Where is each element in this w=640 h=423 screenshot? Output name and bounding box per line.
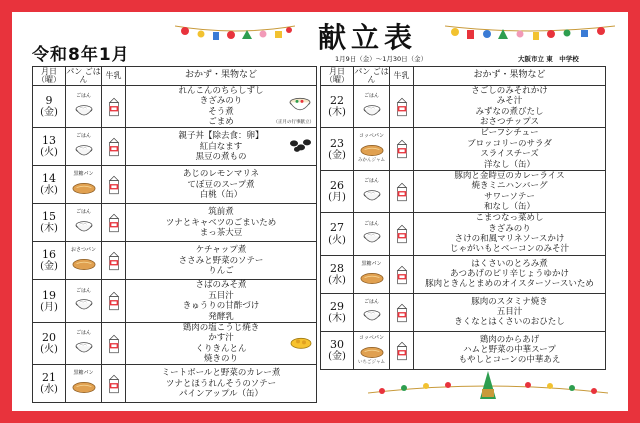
milk-carton-icon <box>107 97 121 117</box>
milk-cell <box>102 322 126 364</box>
table-row <box>321 331 606 369</box>
table-header-row <box>321 67 606 86</box>
dish-item: 豚肉と金時豆のカレーライス <box>454 170 565 181</box>
date-cell <box>33 86 66 128</box>
staple-cell <box>354 170 390 212</box>
dish-item: 豚肉ときんとまめのオイスターソースいため <box>425 279 594 290</box>
milk-carton-icon <box>395 97 409 117</box>
weekday: (金) <box>40 107 58 119</box>
dishes-cell <box>126 128 317 166</box>
dish-item: 豚肉のスタミナ焼き <box>471 296 548 307</box>
weekday: (水) <box>40 185 58 197</box>
dish-item: おさつチップス <box>480 117 539 128</box>
date-cell <box>33 322 66 364</box>
weekday: (金) <box>40 261 58 273</box>
bread-icon <box>72 258 96 271</box>
weekday: (火) <box>328 234 346 246</box>
date-number: 23 <box>330 136 344 150</box>
date-number: 19 <box>42 288 56 302</box>
dish-item: ビーフシチュー <box>480 128 539 139</box>
weekday: (木) <box>328 107 346 119</box>
milk-carton-icon <box>107 291 121 311</box>
bread-icon <box>72 381 96 394</box>
milk-cell <box>390 293 414 331</box>
school-name: 大阪市立 東 中学校 <box>518 55 579 63</box>
dish-item: さけの和風マリネソースかけ <box>454 234 565 245</box>
table-row <box>33 128 317 166</box>
staple-cell <box>66 204 102 242</box>
table-row <box>33 322 317 364</box>
table-row <box>321 128 606 170</box>
milk-carton-icon <box>107 175 121 195</box>
date-number: 13 <box>42 134 56 148</box>
dish-item: まっ茶大豆 <box>199 228 243 239</box>
menu-table-left <box>32 66 317 403</box>
dish-item: 焼きミニハンバーグ <box>471 181 548 192</box>
dishes-cell <box>414 255 606 293</box>
weekday: (火) <box>40 344 58 356</box>
table-row <box>33 280 317 322</box>
milk-cell <box>390 331 414 369</box>
staple-label: ごはん <box>363 220 379 227</box>
staple-label: おさつパン <box>70 247 96 254</box>
date-cell <box>33 242 66 280</box>
dish-item: 五目汁 <box>208 290 234 301</box>
staple-cell <box>354 255 390 293</box>
dish-item: 紅白なます <box>199 141 243 152</box>
dishes-cell <box>126 242 317 280</box>
staple-cell <box>354 213 390 255</box>
date-cell <box>321 86 354 128</box>
staple-label: ごはん <box>363 178 379 185</box>
dish-item: さごしのみそれかけ <box>471 86 548 96</box>
dish-item: あつあげのピリ辛じょうゆかけ <box>449 269 569 280</box>
col-header-staple: パン ごはん <box>354 66 389 84</box>
dishes-cell <box>126 86 317 128</box>
dish-item: 五目汁 <box>496 307 523 318</box>
jam-label: みかんジャム <box>358 158 385 164</box>
date-cell <box>321 213 354 255</box>
dish-item: かす汁 <box>208 333 234 344</box>
rice-bowl-icon <box>74 219 94 235</box>
bread-icon <box>360 144 384 157</box>
date-number: 27 <box>330 221 344 235</box>
table-row <box>321 170 606 212</box>
col-header-date: 月日（曜） <box>321 67 354 86</box>
date-cell <box>33 365 66 403</box>
rice-bowl-icon <box>362 308 382 324</box>
milk-cell <box>390 213 414 255</box>
col-header-date: 月日（曜） <box>33 67 66 86</box>
dish-item: 発酵乳 <box>208 311 234 322</box>
date-number: 28 <box>330 261 344 275</box>
milk-cell <box>102 204 126 242</box>
kinton-icon <box>290 335 312 349</box>
milk-carton-icon <box>395 265 409 285</box>
dish-item: こまつなっ菜めし <box>475 213 544 224</box>
date-cell <box>321 170 354 212</box>
milk-carton-icon <box>107 213 121 233</box>
dish-item: 鶏肉のからあげ <box>479 334 540 345</box>
staple-cell <box>66 166 102 204</box>
dish-item: じゃがいもとベーコンのみそ汁 <box>449 244 569 255</box>
milk-cell <box>390 128 414 170</box>
soup-bowl-icon <box>288 95 312 115</box>
milk-cell <box>390 255 414 293</box>
month-title: 令和8年1月 <box>32 45 130 65</box>
dish-item: パインアップル（缶） <box>178 388 264 399</box>
col-header-staple: パン ごはん <box>66 66 101 84</box>
rice-bowl-icon <box>74 340 94 356</box>
staple-cell <box>354 128 390 170</box>
date-number: 26 <box>330 179 344 193</box>
dishes-cell <box>414 170 606 212</box>
beans-icon <box>288 137 312 153</box>
staple-cell <box>66 128 102 166</box>
staple-label: 黒糖パン <box>73 171 94 178</box>
dish-item: ツナとキャベツのごまいため <box>165 217 277 228</box>
weekday: (水) <box>40 384 58 396</box>
dishes-cell <box>126 365 317 403</box>
dish-item: 親子丼【除去食：卵】 <box>178 131 264 142</box>
table-row <box>33 166 317 204</box>
milk-cell <box>102 166 126 204</box>
date-cell <box>33 204 66 242</box>
dish-item: てぼ豆のスープ煮 <box>187 179 255 190</box>
date-number: 16 <box>42 248 56 262</box>
dish-illustration <box>288 137 312 156</box>
staple-cell <box>354 293 390 331</box>
milk-cell <box>390 170 414 212</box>
milk-carton-icon <box>107 374 121 394</box>
staple-label: ごはん <box>363 93 379 100</box>
table-row <box>33 86 317 128</box>
table-row <box>33 204 317 242</box>
dish-item: ごまめ <box>208 117 234 128</box>
milk-carton-icon <box>107 334 121 354</box>
dishes-cell <box>414 86 606 128</box>
weekday: (木) <box>40 223 58 235</box>
rice-bowl-icon <box>362 188 382 204</box>
date-number: 9 <box>45 94 53 108</box>
table-row <box>321 86 606 128</box>
date-number: 22 <box>330 94 344 108</box>
milk-carton-icon <box>107 251 121 271</box>
staple-label: コッペパン <box>359 133 384 140</box>
staple-label: 黒糖パン <box>73 370 94 377</box>
date-cell <box>321 331 354 369</box>
dish-item: ブロッコリーのサラダ <box>467 138 552 149</box>
staple-label: ごはん <box>363 298 379 305</box>
rice-bowl-icon <box>362 103 382 119</box>
staple-cell <box>66 280 102 322</box>
dish-item: 筑前煮 <box>208 207 234 218</box>
milk-cell <box>102 128 126 166</box>
dish-item: みそ汁 <box>496 96 523 107</box>
milk-carton-icon <box>395 224 409 244</box>
milk-carton-icon <box>107 137 121 157</box>
dish-item: くりきんとん <box>195 343 247 354</box>
date-cell <box>33 128 66 166</box>
dishes-cell <box>126 166 317 204</box>
dishes-cell <box>414 128 606 170</box>
dishes-cell <box>414 213 606 255</box>
dish-illustration <box>288 95 312 118</box>
staple-cell <box>354 331 390 369</box>
event-note: （正月の行事献立） <box>273 119 314 125</box>
table-header-row <box>33 67 317 86</box>
dish-item: もやしとコーンの中華あえ <box>458 355 561 366</box>
col-header-milk: 牛乳 <box>390 67 414 86</box>
staple-label: ごはん <box>75 287 91 294</box>
dish-item: きざみのり <box>488 223 531 234</box>
staple-label: ごはん <box>75 330 91 337</box>
milk-carton-icon <box>395 182 409 202</box>
milk-cell <box>102 86 126 128</box>
bread-icon <box>360 272 384 285</box>
page-title: 献立表 <box>318 21 418 54</box>
date-cell <box>321 255 354 293</box>
weekday: (金) <box>328 350 346 362</box>
date-number: 20 <box>42 331 56 345</box>
staple-cell <box>66 242 102 280</box>
staple-label: コッペパン <box>359 334 384 341</box>
weekday: (金) <box>328 149 346 161</box>
dish-item: ミートボールと野菜のカレー煮 <box>161 368 281 379</box>
table-row <box>321 255 606 293</box>
table-row <box>33 365 317 403</box>
bread-icon <box>72 182 96 195</box>
date-number: 21 <box>42 371 56 385</box>
jam-label: いちごジャム <box>358 359 385 365</box>
dish-item: 和なし（缶） <box>483 201 535 212</box>
dish-item: ツナとほうれんそうのソテー <box>165 378 277 389</box>
date-number: 29 <box>330 299 344 313</box>
dish-item: はくさいのとろみ煮 <box>471 258 548 269</box>
dish-item: さばのみそ煮 <box>195 280 247 291</box>
weekday: (水) <box>328 274 346 286</box>
dish-item: 白桃（缶） <box>199 190 243 201</box>
dish-item: 鶏肉の塩こうじ焼き <box>182 322 260 333</box>
date-cell <box>321 293 354 331</box>
dish-item: ケチャップ煮 <box>195 245 247 256</box>
col-header-dishes: おかず・果物など <box>126 67 317 86</box>
staple-label: ごはん <box>75 133 91 140</box>
dish-item: 黒豆の煮もの <box>195 152 247 163</box>
dish-item: そう煮 <box>208 106 234 117</box>
date-cell <box>321 128 354 170</box>
weekday: (火) <box>40 147 58 159</box>
milk-cell <box>102 365 126 403</box>
ornament-icon <box>175 22 295 36</box>
dish-item: ハムと野菜の中華スープ <box>463 345 556 356</box>
dish-item: きゅうりの甘酢づけ <box>182 301 260 312</box>
dish-item: サワーソテー <box>484 191 535 202</box>
date-number: 15 <box>42 210 56 224</box>
dishes-cell <box>126 280 317 322</box>
dish-item: れんこんのちらしずし <box>178 86 264 96</box>
dish-item: ささみと野菜のソテー <box>178 255 264 266</box>
dishes-cell <box>414 331 606 369</box>
dish-item: スライスチーズ <box>480 149 539 160</box>
table-row <box>321 213 606 255</box>
rice-bowl-icon <box>362 230 382 246</box>
table-row <box>321 293 606 331</box>
table-row <box>33 242 317 280</box>
milk-carton-icon <box>395 139 409 159</box>
bread-icon <box>360 346 384 359</box>
dish-item: きざみのり <box>199 96 243 107</box>
date-number: 30 <box>330 337 344 351</box>
dish-item: あじのレモンマリネ <box>182 169 260 180</box>
staple-label: 黒糖パン <box>361 260 382 267</box>
dish-item: みずなの煮びたし <box>475 106 544 117</box>
date-cell <box>33 280 66 322</box>
dishes-cell <box>414 293 606 331</box>
ornament-icon <box>445 22 615 36</box>
milk-carton-icon <box>395 303 409 323</box>
dishes-cell <box>126 204 317 242</box>
staple-label: ごはん <box>75 209 91 216</box>
date-number: 14 <box>42 172 56 186</box>
table-end <box>321 369 606 409</box>
weekday: (月) <box>328 192 346 204</box>
empty-cell <box>321 369 606 409</box>
milk-cell <box>102 242 126 280</box>
milk-carton-icon <box>395 341 409 361</box>
dish-item: りんご <box>208 266 234 277</box>
weekday: (月) <box>40 301 58 313</box>
dish-item: きくなとはくさいのおひたし <box>454 317 565 328</box>
rice-bowl-icon <box>74 143 94 159</box>
staple-cell <box>354 86 390 128</box>
weekday: (木) <box>328 312 346 324</box>
milk-cell <box>102 280 126 322</box>
dishes-cell <box>126 322 317 364</box>
staple-label: ごはん <box>75 93 91 100</box>
staple-cell <box>66 365 102 403</box>
staple-cell <box>66 86 102 128</box>
staple-cell <box>66 322 102 364</box>
milk-cell <box>390 86 414 128</box>
col-header-milk: 牛乳 <box>102 67 126 86</box>
dish-item: 焼きのり <box>203 353 238 364</box>
col-header-dishes: おかず・果物など <box>414 67 606 86</box>
rice-bowl-icon <box>74 103 94 119</box>
rice-bowl-icon <box>74 297 94 313</box>
dish-item: 洋なし（缶） <box>483 159 535 170</box>
date-cell <box>33 166 66 204</box>
menu-period: 1月9日（金）～1月30日（金） <box>335 55 428 63</box>
menu-table-right <box>320 66 606 409</box>
dish-illustration <box>290 335 312 352</box>
